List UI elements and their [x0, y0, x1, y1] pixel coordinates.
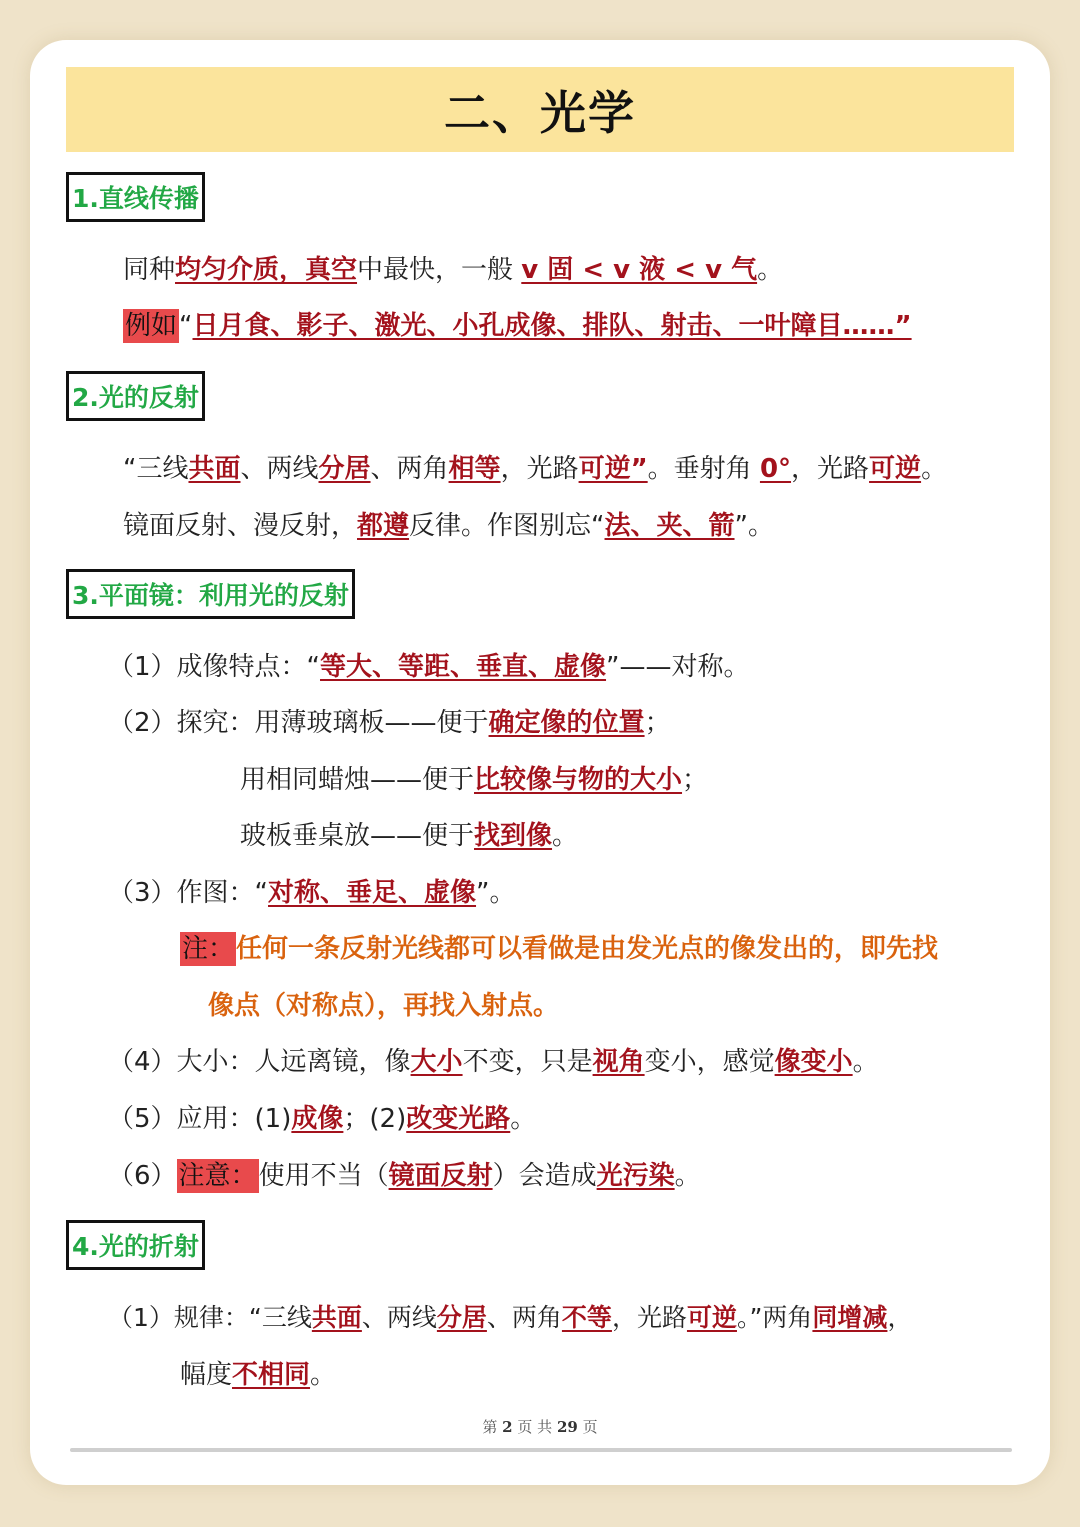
section-heading-1: 1.直线传播	[66, 172, 205, 222]
s2-line-1: “三线共面、两线分居、两角相等，光路可逆”。垂射角 0°，光路可逆。	[123, 454, 948, 484]
title-banner	[66, 67, 1014, 152]
section-heading-3: 3.平面镜：利用光的反射	[66, 569, 355, 619]
s3-point-4: （4）大小：人远离镜，像大小不变，只是视角变小，感觉像变小。	[108, 1047, 879, 1077]
note-tag: 注：	[182, 934, 235, 964]
s2-line-2: 镜面反射、漫反射，都遵反律。作图别忘“法、夹、箭”。	[123, 511, 775, 541]
footer-rule	[70, 1448, 1012, 1452]
s3-note-line-2: 像点（对称点），再找入射点。	[208, 991, 560, 1021]
s3-point-5: （5）应用：(1)成像；(2)改变光路。	[108, 1104, 537, 1134]
s3-point-1: （1）成像特点：“等大、等距、垂直、虚像”——对称。	[108, 652, 750, 682]
s1-line-1: 同种均匀介质，真空中最快，一般 v 固 < v 液 < v 气。	[123, 255, 784, 285]
s3-point-2b: 用相同蜡烛——便于比较像与物的大小；	[240, 765, 709, 795]
s4-point-1a: （1）规律：“三线共面、两线分居、两角不等，光路可逆。”两角同增减，	[108, 1303, 913, 1332]
total-pages: 29	[556, 1418, 578, 1436]
example-tag: 例如	[125, 311, 178, 341]
s3-note-line-1: 注：任何一条反射光线都可以看做是由发光点的像发出的，即先找	[182, 934, 939, 964]
s4-point-1b: 幅度不相同。	[180, 1360, 337, 1390]
s1-line-2: 例如“日月食、影子、激光、小孔成像、排队、射击、一叶障目……”	[125, 311, 912, 341]
caution-tag: 注意：	[178, 1161, 257, 1191]
s3-point-3: （3）作图：“对称、垂足、虚像”。	[108, 878, 516, 908]
current-page: 2	[502, 1418, 513, 1436]
page-footer: 第 2 页 共 29 页	[482, 1418, 598, 1436]
s3-point-2a: （2）探究：用薄玻璃板——便于确定像的位置；	[108, 708, 671, 738]
page-title: 二、光学	[444, 85, 636, 140]
section-heading-2: 2.光的反射	[66, 371, 205, 421]
s3-point-6: （6）注意：使用不当（镜面反射）会造成光污染。	[108, 1161, 701, 1191]
s3-point-2c: 玻板垂桌放——便于找到像。	[240, 821, 579, 851]
section-heading-4: 4.光的折射	[66, 1220, 205, 1270]
